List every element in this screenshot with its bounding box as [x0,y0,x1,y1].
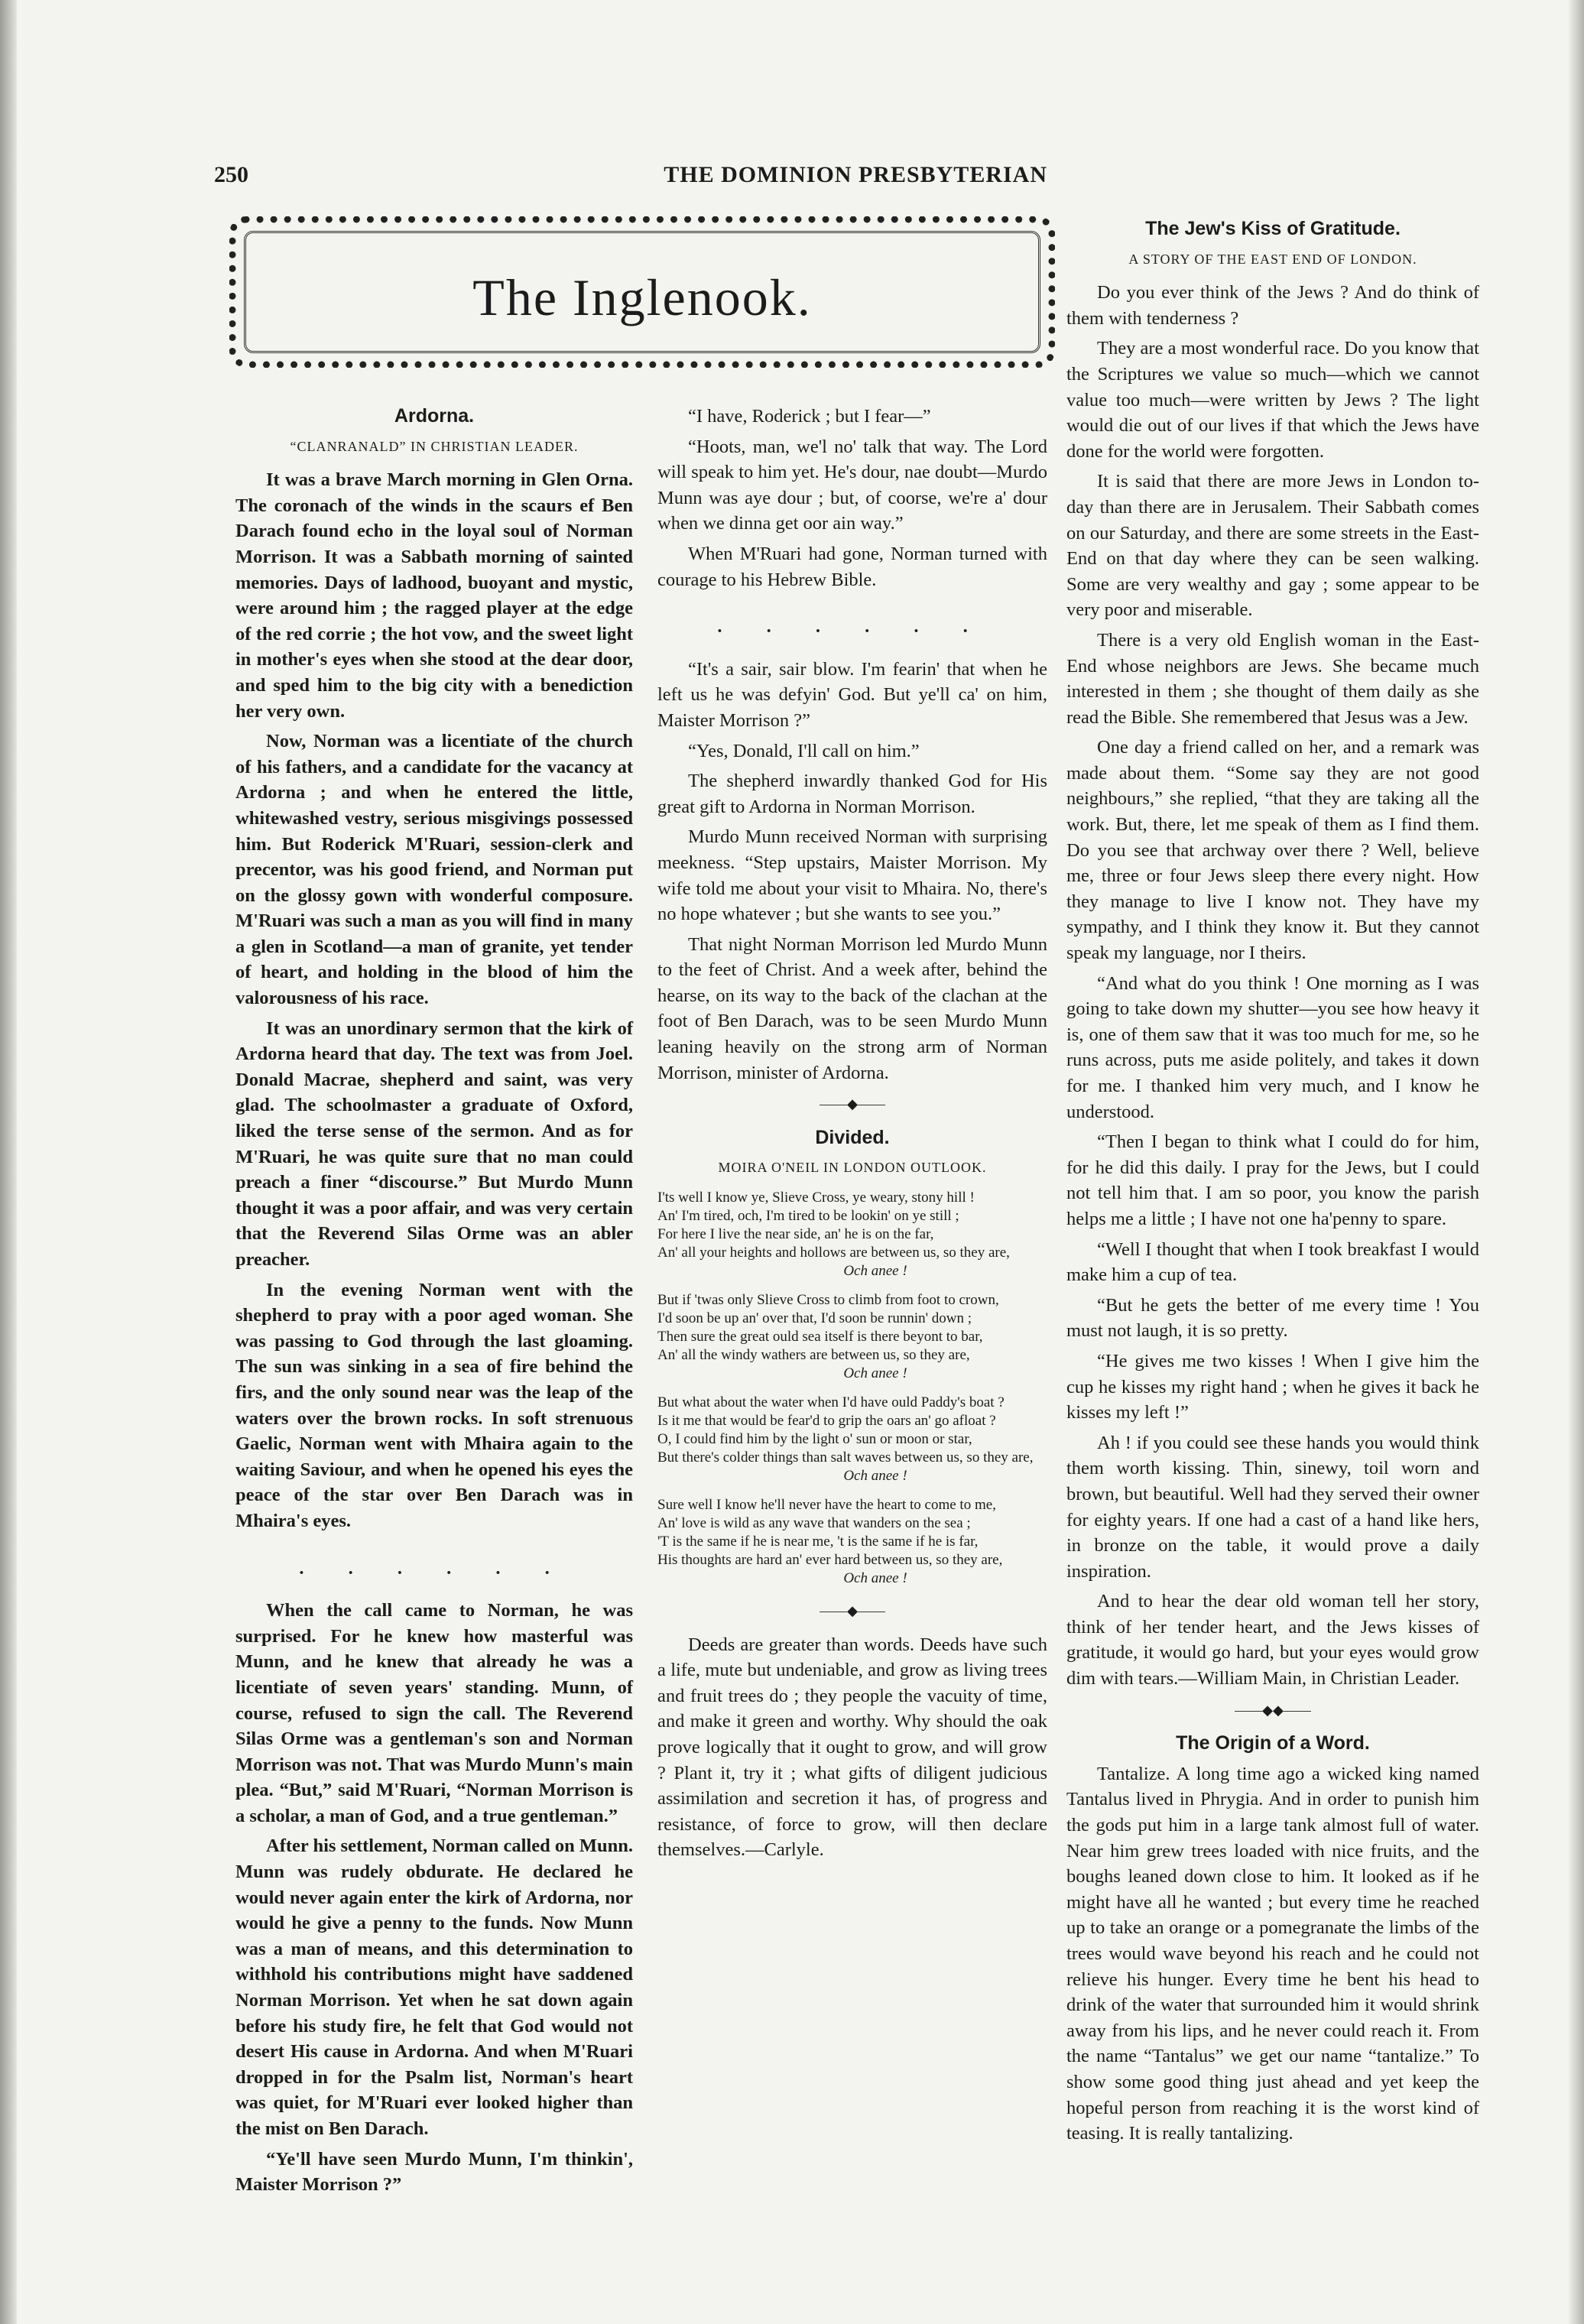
poem-stanza [657,1189,1047,1280]
article-byline-ardorna: “CLANRANALD” IN CHRISTIAN LEADER. [290,438,579,454]
paragraph: The shepherd inwardly thanked God for His great gift to Ardorna in Norman Morrison. [657,771,1047,817]
paragraph: In the evening Norman went with the shepherd to pray with a poor aged woman. She was passing to God through the last gloaming. The sun was sinking in a sea of fire behind the firs, and the only sound near was the leap of the waters over the brown rocks. In soft strenuous Gaelic, Norman went with Mhaira again to the waiting Saviour, and when he opened his eyes the peace of the star over Ben Darach was in Mhaira's eyes. [235,1279,633,1531]
column-1 [235,404,633,2202]
poem-line: 'T is the same if he is near me, 't is the same if he is far, [657,1534,979,1550]
poem-refrain: Och anee ! [843,1365,907,1382]
poem-byline: MOIRA O'NEIL IN LONDON OUTLOOK. [718,1160,987,1176]
poem-line: But there's colder things than salt waves between us, so they are, [657,1449,1034,1466]
paragraph: When M'Ruari had gone, Norman turned with courage to his Hebrew Bible. [657,543,1047,590]
paragraph: Ah ! if you could see these hands you would think them worth kissing. Thin, sinewy, toil worn and brown, but beautiful. Well had they served their owner for eighty years. If one had a cast of a hand like hers, in bronze on the table, it would prove a daily inspiration. [1066,1432,1479,1582]
column-3 [1066,216,1479,2151]
paragraph: “Then I began to think what I could do for him, for he did this daily. I pray for the Jews, but I could not tell him that. I am so poor, you know the parish helps me a little ; I have not one ha'penny to spare. [1066,1131,1479,1229]
poem-line: His thoughts are hard an' ever hard between us, so they are, [657,1552,1003,1569]
paragraph: It was a brave March morning in Glen Orna. The coronach of the winds in the scaurs ef Ben Darach found echo in the loyal soul of Norman Morrison. It was a Sabbath morning of sainted memories. Days of ladhood, buoyant and mystic, were around him ; the ragged player at the edge of the red corrie ; the hot vow, and the sweet light in mother's eyes when she stood at the dear door, and sped him to the big city with a benediction her very own. [235,469,633,722]
article-title-origin: The Origin of a Word. [1176,1732,1370,1754]
poem-stanza [657,1496,1047,1588]
quotation-carlyle: Deeds are greater than words. Deeds have such a life, mute but undeniable, and grow as living trees and fruit trees do ; they people the vacuity of time, and make it green and worthy. Why should the oak prove logically that it ought to grow, and will grow ? Plant it, try it ; what gifts of diligent judicious assimilation and secretion it has, of progress and resistance, of force to grow, will then declare themselves.—Carlyle. [657,1634,1047,1861]
paragraph: That night Norman Morrison led Murdo Munn to the feet of Christ. And a week after, behind the hearse, on its way to the back of the clachan at the foot of Ben Darach, was to be seen Murdo Munn leaning heavily on the strong arm of Norman Morrison, minister of Ardorna. [657,933,1047,1083]
poem-refrain: Och anee ! [843,1263,907,1280]
poem-line: An' I'm tired, och, I'm tired to be lookin' on ye still ; [657,1208,959,1225]
paragraph: Now, Norman was a licentiate of the church of his fathers, and a candidate for the vacancy at Ardorna ; and when he entered the little, whitewashed vestry, serious misgivings possessed him. But Roderick M'Ruari, session-clerk and precentor, was his good friend, and Norman put on the glossy gown with wonderful composure. M'Ruari was such a man as you will find in many a glen in Scotland—a man of granite, yet tender of heart, and holding in the blood of him the valorousness of his race. [235,731,633,1009]
section-title: The Inglenook. [472,268,812,326]
poem-title: Divided. [815,1126,890,1148]
poem-refrain: Och anee ! [843,1570,907,1587]
poem-line: I'ts well I know ye, Slieve Cross, ye weary, stony hill ! [657,1190,975,1206]
poem-line: For here I live the near side, an' he is on the far, [657,1226,934,1243]
publication-title: THE DOMINION PRESBYTERIAN [664,162,1047,187]
section-banner [229,216,1055,368]
poem-line: Is it me that would be fear'd to grip the oars an' go afloat ? [657,1413,996,1430]
article-byline-jews-kiss: A STORY OF THE EAST END OF LONDON. [1128,251,1417,267]
section-break-dots: . . . . . . [299,1557,570,1579]
page-header [214,162,1047,196]
article-title-jews-kiss: The Jew's Kiss of Gratitude. [1145,218,1401,239]
paragraph: One day a friend called on her, and a remark was made about them. “Some say they are not good neighbours,” she replied, “that they are taking all the work. But, there, let me speak of them as I find them. Do you see that archway over there ? Well, believe me, three or four Jews sleep there every night. How they manage to live I know not. They have my sympathy, and I think they know it. But they cannot speak my language, nor I theirs. [1066,737,1479,964]
paragraph: “Ye'll have seen Murdo Munn, I'm thinkin', Maister Morrison ?” [235,2148,633,2196]
paragraph: Do you ever think of the Jews ? And do think of them with tenderness ? [1066,282,1479,329]
section-break-dots: . . . . . . [717,616,988,638]
paragraph: “I have, Roderick ; but I fear—” [688,406,931,427]
poem-line: O, I could find him by the light o' sun or moon or star, [657,1431,972,1448]
paragraph: “But he gets the better of me every time ! You must not laugh, it is so pretty. [1066,1294,1479,1342]
ornamental-rule: ——◆—— [820,1096,885,1112]
paragraph: “Well I thought that when I took breakfast I would make him a cup of tea. [1066,1238,1479,1286]
poem-line: An' all the windy wathers are between us, so they are, [657,1347,970,1364]
paragraph: After his settlement, Norman called on Munn. Munn was rudely obdurate. He declared he would never again enter the kirk of Ardorna, nor would he give a penny to the funds. Now Munn was a man of means, and this determination to withhold his contributions might have saddened Norman Morrison. Yet when he sat down again before his study fire, he felt that God would not desert His cause in Ardorna. And when M'Ruari dropped in for the Psalm list, Norman's heart was quiet, for M'Ruari ever looked higher than the mist on Ben Darach. [235,1836,633,2139]
poem-line: I'd soon be up an' over that, I'd soon be runnin' down ; [657,1310,972,1327]
paragraph: “Hoots, man, we'l no' talk that way. The Lord will speak to him yet. He's dour, nae doubt—Murdo Munn was aye dour ; but, of coorse, we're a' dour when we dinna get oor ain way.” [657,436,1047,534]
poem-stanza [657,1291,1047,1383]
poem-line: An' love is wild as any wave that wanders on the sea ; [657,1515,971,1532]
paragraph: Tantalize. A long time ago a wicked king named Tantalus lived in Phrygia. And in order to punish him the gods put him in a large tank almost full of water. Near him grew trees loaded with nice fruits, and the boughs leaned down close to him. It looked as if he might have all he wanted ; but every time he reached up to take an orange or a pomegranate the limbs of the trees would wave beyond his reach and he could not relieve his hunger. Every time he bent his head to drink of the water that surrounded him it would shrink away from his lips, and he never could reach it. From the name “Tantalus” we get our name “tantalize.” To show some good thing just ahead and yet keep the hopeful person from reaching it is the worst kind of teasing. It is really tantalizing. [1066,1763,1479,2144]
poem-line: Then sure the great ould sea itself is there beyont to bar, [657,1329,983,1345]
paragraph: There is a very old English woman in the East-End whose neighbors are Jews. She became much interested in them ; she thought of them daily as she read the Bible. She remembered that Jesus was a Jew. [1066,629,1479,728]
paragraph: And to hear the dear old woman tell her story, think of her tender heart, and the Jews kisses of gratitude, it would go hard, but your eyes would grow dim with tears.—William Main, in Christian Leader. [1066,1591,1479,1689]
paragraph: It is said that there are more Jews in London to-day than there are in Jerusalem. Their Sabbath comes on our Saturday, and there are some streets in the East-End on that day where they can be seen walking. Some are very wealthy and gay ; some appear to be very poor and miserable. [1066,471,1479,621]
column-2 [657,404,1047,1868]
poem-line: An' all your heights and hollows are between us, so they are, [657,1245,1010,1261]
poem-stanza [657,1394,1047,1485]
poem-line: Sure well I know he'll never have the heart to come to me, [657,1497,996,1514]
paragraph: When the call came to Norman, he was surprised. For he knew how masterful was Munn, and he knew that already he was a licentiate of seven years' standing. Munn, of course, refused to sign the call. The Reverend Silas Orme was a gentleman's son and Norman Morrison was not. That was Murdo Munn's main plea. “But,” said M'Ruari, “Norman Morrison is a scholar, a man of God, and a true gentleman.” [235,1600,633,1826]
poem-refrain: Och anee ! [843,1468,907,1485]
paragraph: “It's a sair, sair blow. I'm fearin' that when he left us he was defyin' God. But ye'll ca' on him, Maister Morrison ?” [657,658,1047,731]
poem-line: But what about the water when I'd have ould Paddy's boat ? [657,1394,1005,1411]
ornamental-rule: ——◆—— [820,1603,885,1619]
ornamental-rule: ——◆◆—— [1235,1702,1311,1718]
paragraph: “Yes, Donald, I'll call on him.” [688,740,920,761]
poem-line: But if 'twas only Slieve Cross to climb from foot to crown, [657,1292,999,1309]
paragraph: “And what do you think ! One morning as I was going to take down my shutter—you see how heavy it is, one of them saw that it was too much for me, so he runs across, puts me aside politely, and takes it down for me. I thanked him very much, and I know he understood. [1066,972,1479,1122]
paragraph: They are a most wonderful race. Do you know that the Scriptures we value so much—which we cannot value too much—were written by Jews ? The light would die out of our lives if that which the Jews have done for the world were forgotten. [1066,338,1479,462]
paragraph: “He gives me two kisses ! When I give him the cup he kisses my right hand ; when he gives it back he kisses my left !” [1066,1350,1479,1423]
paragraph: It was an unordinary sermon that the kirk of Ardorna heard that day. The text was from Joel. Donald Macrae, shepherd and saint, was very glad. The schoolmaster a graduate of Oxford, liked the terse sense of the sermon. And as for M'Ruari, he was quite sure that no man could preach a finer “discourse.” But Murdo Munn thought it was a poor affair, and was very certain that the Reverend Silas Orme was an abler preacher. [235,1018,633,1270]
paragraph: Murdo Munn received Norman with surprising meekness. “Step upstairs, Maister Morrison. My wife told me about your visit to Mhaira. No, there's no hope whatever ; but she wants to see you.” [657,826,1047,925]
article-title-ardorna: Ardorna. [394,405,475,427]
page-number: 250 [214,162,248,187]
